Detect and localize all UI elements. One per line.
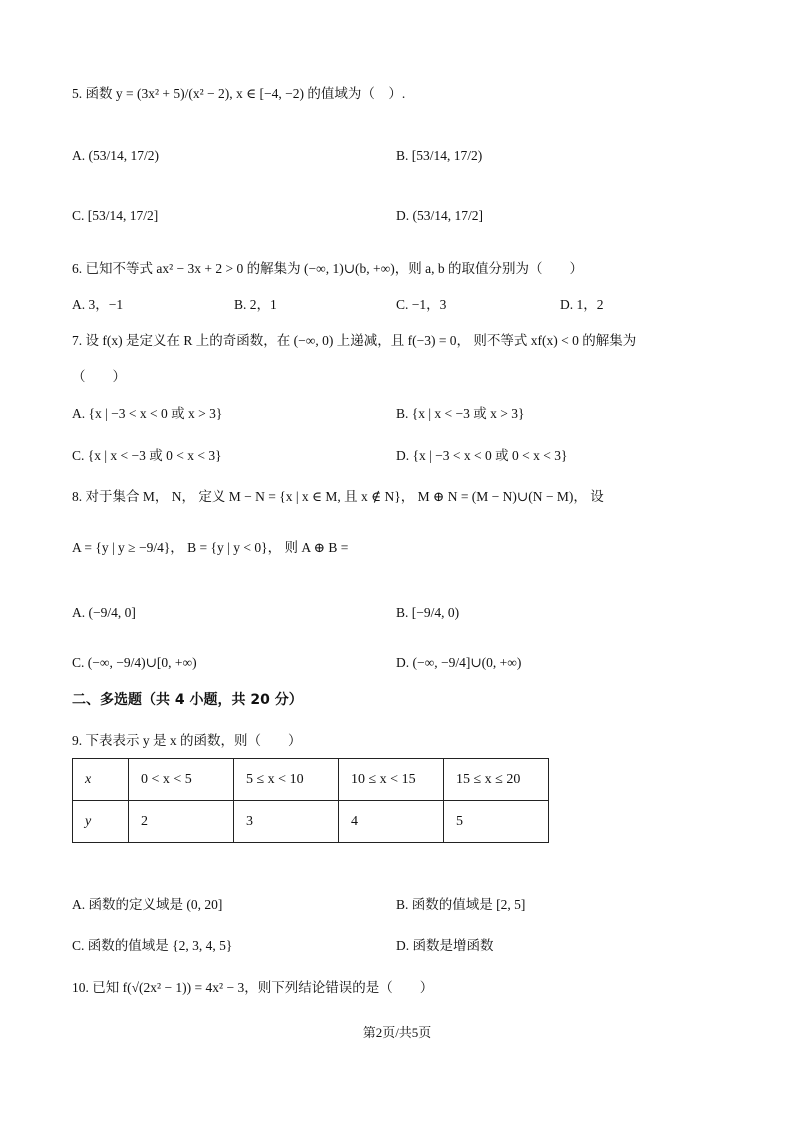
question-5-option-d[interactable]: D. (53/14, 17/2] [396, 208, 483, 223]
question-9-stem: 9. 下表表示 y 是 x 的函数，则（ ） [72, 733, 302, 748]
question-5-option-a[interactable]: A. (53/14, 17/2) [72, 148, 159, 163]
question-6-option-b[interactable]: B. 2，1 [234, 297, 277, 312]
question-7-stem: 7. 设 f(x) 是定义在 R 上的奇函数，在 (−∞, 0) 上递减，且 f(−3) = 0， 则不等式 xf(x) < 0 的解集为 [72, 333, 637, 348]
question-6-option-c[interactable]: C. −1，3 [396, 297, 447, 312]
section-2-heading: 二、多选题（共 4 小题，共 20 分） [72, 692, 303, 708]
table-row-x [73, 759, 549, 801]
question-8-option-c[interactable]: C. (−∞, −9/4)∪[0, +∞) [72, 655, 197, 670]
table-cell: x [73, 759, 129, 801]
table-cell: 0 < x < 5 [129, 759, 234, 801]
question-9-option-c[interactable]: C. 函数的值域是 {2, 3, 4, 5} [72, 938, 233, 953]
question-7-option-c[interactable]: C. {x | x < −3 或 0 < x < 3} [72, 448, 222, 463]
question-6-stem: 6. 已知不等式 ax² − 3x + 2 > 0 的解集为 (−∞, 1)∪(b, +∞)，则 a, b 的取值分别为（ ） [72, 261, 584, 276]
question-8-stem: 8. 对于集合 M， N， 定义 M − N = {x | x ∈ M, 且 x ∉ N}， M ⊕ N = (M − N)∪(N − M)， 设 [72, 489, 604, 504]
table-cell: 5 ≤ x < 10 [234, 759, 339, 801]
question-6-option-d[interactable]: D. 1，2 [560, 297, 604, 312]
table-cell: 4 [339, 801, 444, 843]
table-cell: y [73, 801, 129, 843]
question-9-option-b[interactable]: B. 函数的值域是 [2, 5] [396, 897, 526, 912]
function-table [72, 758, 549, 843]
question-8-option-b[interactable]: B. [−9/4, 0) [396, 605, 460, 620]
table-row-y [73, 801, 549, 843]
question-9-option-d[interactable]: D. 函数是增函数 [396, 938, 494, 953]
question-5-option-c[interactable]: C. [53/14, 17/2] [72, 208, 159, 223]
question-7-option-a[interactable]: A. {x | −3 < x < 0 或 x > 3} [72, 406, 223, 421]
question-7-option-d[interactable]: D. {x | −3 < x < 0 或 0 < x < 3} [396, 448, 568, 463]
question-6-option-a[interactable]: A. 3，−1 [72, 297, 124, 312]
table-cell: 5 [444, 801, 549, 843]
question-10-stem: 10. 已知 f(√(2x² − 1)) = 4x² − 3，则下列结论错误的是（ ） [72, 980, 434, 995]
table-cell: 3 [234, 801, 339, 843]
page-number: 第2页/共5页 [362, 1025, 432, 1040]
table-cell: 15 ≤ x ≤ 20 [444, 759, 549, 801]
question-8-option-d[interactable]: D. (−∞, −9/4]∪(0, +∞) [396, 655, 522, 670]
question-9-option-a[interactable]: A. 函数的定义域是 (0, 20] [72, 897, 223, 912]
question-5-option-b[interactable]: B. [53/14, 17/2) [396, 148, 483, 163]
question-7-option-b[interactable]: B. {x | x < −3 或 x > 3} [396, 406, 525, 421]
question-8-stem-cont: A = {y | y ≥ −9/4}， B = {y | y < 0}， 则 A ⊕ B = [72, 540, 349, 555]
table-cell: 2 [129, 801, 234, 843]
question-5-stem: 5. 函数 y = (3x² + 5)/(x² − 2), x ∈ [−4, −2) 的值域为（ ）. [72, 86, 406, 101]
question-7-stem-cont: （ ） [72, 369, 126, 384]
question-8-option-a[interactable]: A. (−9/4, 0] [72, 605, 136, 620]
table-cell: 10 ≤ x < 15 [339, 759, 444, 801]
